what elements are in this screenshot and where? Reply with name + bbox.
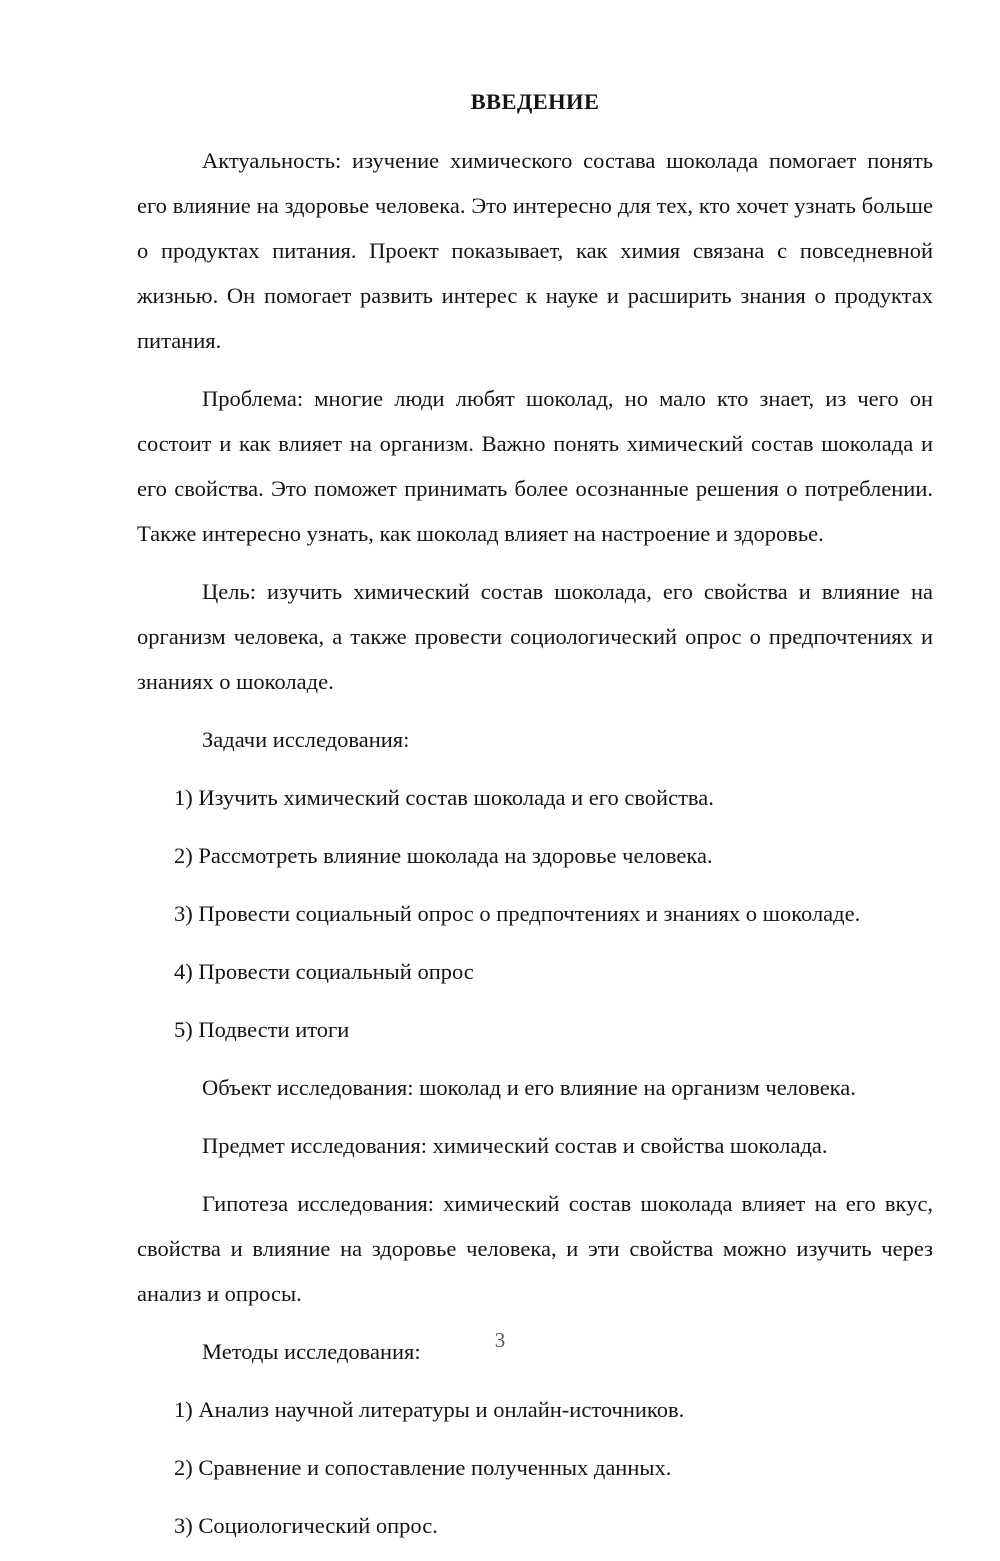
page-title: ВВЕДЕНИЕ: [470, 89, 600, 114]
page-number: 3: [494, 1328, 506, 1352]
methods-label: Методы исследования:: [202, 1339, 421, 1365]
paragraph-hypothesis: Гипотеза исследования: химический состав шоколада влияет на его вкус, свойства и влияние на здоровье человека, и эти свойства можно изучить через анализ и опросы.: [137, 1191, 933, 1307]
tasks-label: Задачи исследования:: [202, 727, 410, 753]
task-item-2: 2) Рассмотреть влияние шоколада на здоровье человека.: [174, 843, 713, 869]
paragraph-object: Объект исследования: шоколад и его влияние на организм человека.: [202, 1075, 856, 1101]
method-item-2: 2) Сравнение и сопоставление полученных данных.: [174, 1455, 672, 1481]
paragraph-relevance: Актуальность: изучение химического состава шоколада помогает понять его влияние на здоровье человека. Это интересно для тех, кто хочет узнать больше о продуктах питания. Проект показывает, как химия связана с повседневной жизнью. Он помогает развить интерес к науке и расширить знания о продуктах питания.: [137, 148, 933, 354]
task-item-5: 5) Подвести итоги: [174, 1017, 350, 1043]
paragraph-goal: Цель: изучить химический состав шоколада, его свойства и влияние на организм человека, а также провести социологический опрос о предпочтениях и знаниях о шоколаде.: [137, 579, 933, 695]
paragraph-subject: Предмет исследования: химический состав и свойства шоколада.: [202, 1133, 828, 1159]
method-item-1: 1) Анализ научной литературы и онлайн-источников.: [174, 1397, 685, 1423]
task-item-4: 4) Провести социальный опрос: [174, 959, 474, 985]
method-item-3: 3) Социологический опрос.: [174, 1513, 438, 1539]
paragraph-problem: Проблема: многие люди любят шоколад, но мало кто знает, из чего он состоит и как влияет на организм. Важно понять химический состав шоколада и его свойства. Это поможет принимать более осознанные решения о потреблении. Также интересно узнать, как шоколад влияет на настроение и здоровье.: [137, 386, 933, 547]
task-item-1: 1) Изучить химический состав шоколада и его свойства.: [174, 785, 714, 811]
task-item-3: 3) Провести социальный опрос о предпочтениях и знаниях о шоколаде.: [174, 901, 861, 927]
